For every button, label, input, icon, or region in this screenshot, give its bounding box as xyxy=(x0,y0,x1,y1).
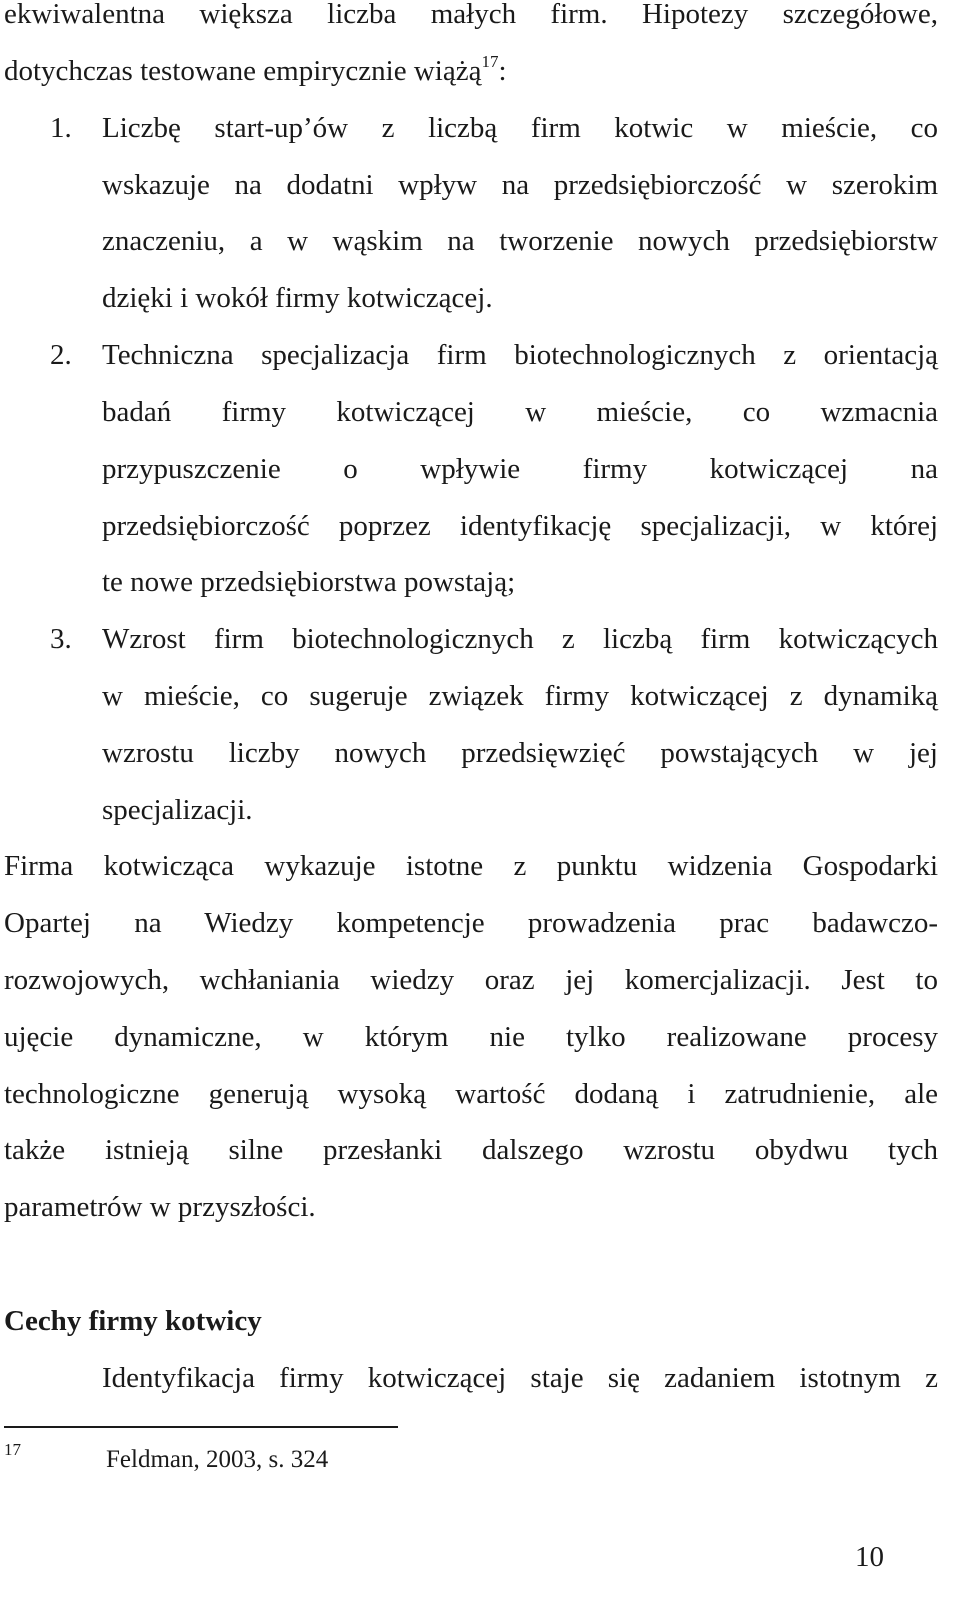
page-number: 10 xyxy=(855,1541,884,1573)
hypothesis-3-line-2: w mieście, co sugeruje związek firmy kotwiczącej z dynamiką xyxy=(102,680,938,712)
hypothesis-3-line-4: specjalizacji. xyxy=(102,794,253,826)
hypothesis-1-number: 1. xyxy=(50,112,72,144)
hypothesis-2-line-3: przypuszczenie o wpływie firmy kotwiczącej na xyxy=(102,453,938,485)
intro-line-2 xyxy=(4,51,938,91)
intro-line-2-text: dotychczas testowane empirycznie wiążą xyxy=(4,55,482,87)
hypothesis-2-line-5: te nowe przedsiębiorstwa powstają; xyxy=(102,566,516,598)
hypothesis-2-line-1: Techniczna specjalizacja firm biotechnologicznych z orientacją xyxy=(102,339,938,371)
hypothesis-2-line-2: badań firmy kotwiczącej w mieście, co wzmacnia xyxy=(102,396,938,428)
hypothesis-3-line-3: wzrostu liczby nowych przedsięwzięć powstających w jej xyxy=(102,737,938,769)
paragraph-line-1: Firma kotwicząca wykazuje istotne z punktu widzenia Gospodarki xyxy=(4,850,938,882)
footnote-reference: 17 xyxy=(481,52,499,71)
hypothesis-1-line-2: wskazuje na dodatni wpływ na przedsiębiorczość w szerokim xyxy=(102,169,938,201)
hypothesis-2-number: 2. xyxy=(50,339,72,371)
section-first-line: Identyfikacja firmy kotwiczącej staje się zadaniem istotnym z xyxy=(102,1362,938,1394)
footnote-text: Feldman, 2003, s. 324 xyxy=(106,1446,329,1473)
intro-line-2-end: : xyxy=(498,55,507,87)
hypothesis-1-line-1: Liczbę start-up’ów z liczbą firm kotwic w mieście, co xyxy=(102,112,938,144)
footnote-mark: 17 xyxy=(4,1440,21,1459)
hypothesis-1-line-4: dzięki i wokół firmy kotwiczącej. xyxy=(102,282,493,314)
paragraph-line-4: ujęcie dynamiczne, w którym nie tylko realizowane procesy xyxy=(4,1021,938,1053)
paragraph-line-2: Opartej na Wiedzy kompetencje prowadzenia prac badawczo- xyxy=(4,907,938,939)
hypothesis-1-line-3: znaczeniu, a w wąskim na tworzenie nowych przedsiębiorstw xyxy=(102,225,938,257)
hypothesis-2-line-4: przedsiębiorczość poprzez identyfikację specjalizacji, w której xyxy=(102,510,938,542)
footnote-divider xyxy=(4,1426,398,1428)
paragraph-line-3: rozwojowych, wchłaniania wiedzy oraz jej komercjalizacji. Jest to xyxy=(4,964,938,996)
paragraph-line-7: parametrów w przyszłości. xyxy=(4,1191,316,1223)
paragraph-line-6: także istnieją silne przesłanki dalszego wzrostu obydwu tych xyxy=(4,1134,938,1166)
section-heading: Cechy firmy kotwicy xyxy=(4,1305,262,1337)
intro-line-1: ekwiwalentna większa liczba małych firm. Hipotezy szczegółowe, xyxy=(4,0,938,30)
hypothesis-3-line-1: Wzrost firm biotechnologicznych z liczbą firm kotwiczących xyxy=(102,623,938,655)
paragraph-line-5: technologiczne generują wysoką wartość dodaną i zatrudnienie, ale xyxy=(4,1078,938,1110)
hypothesis-3-number: 3. xyxy=(50,623,72,655)
